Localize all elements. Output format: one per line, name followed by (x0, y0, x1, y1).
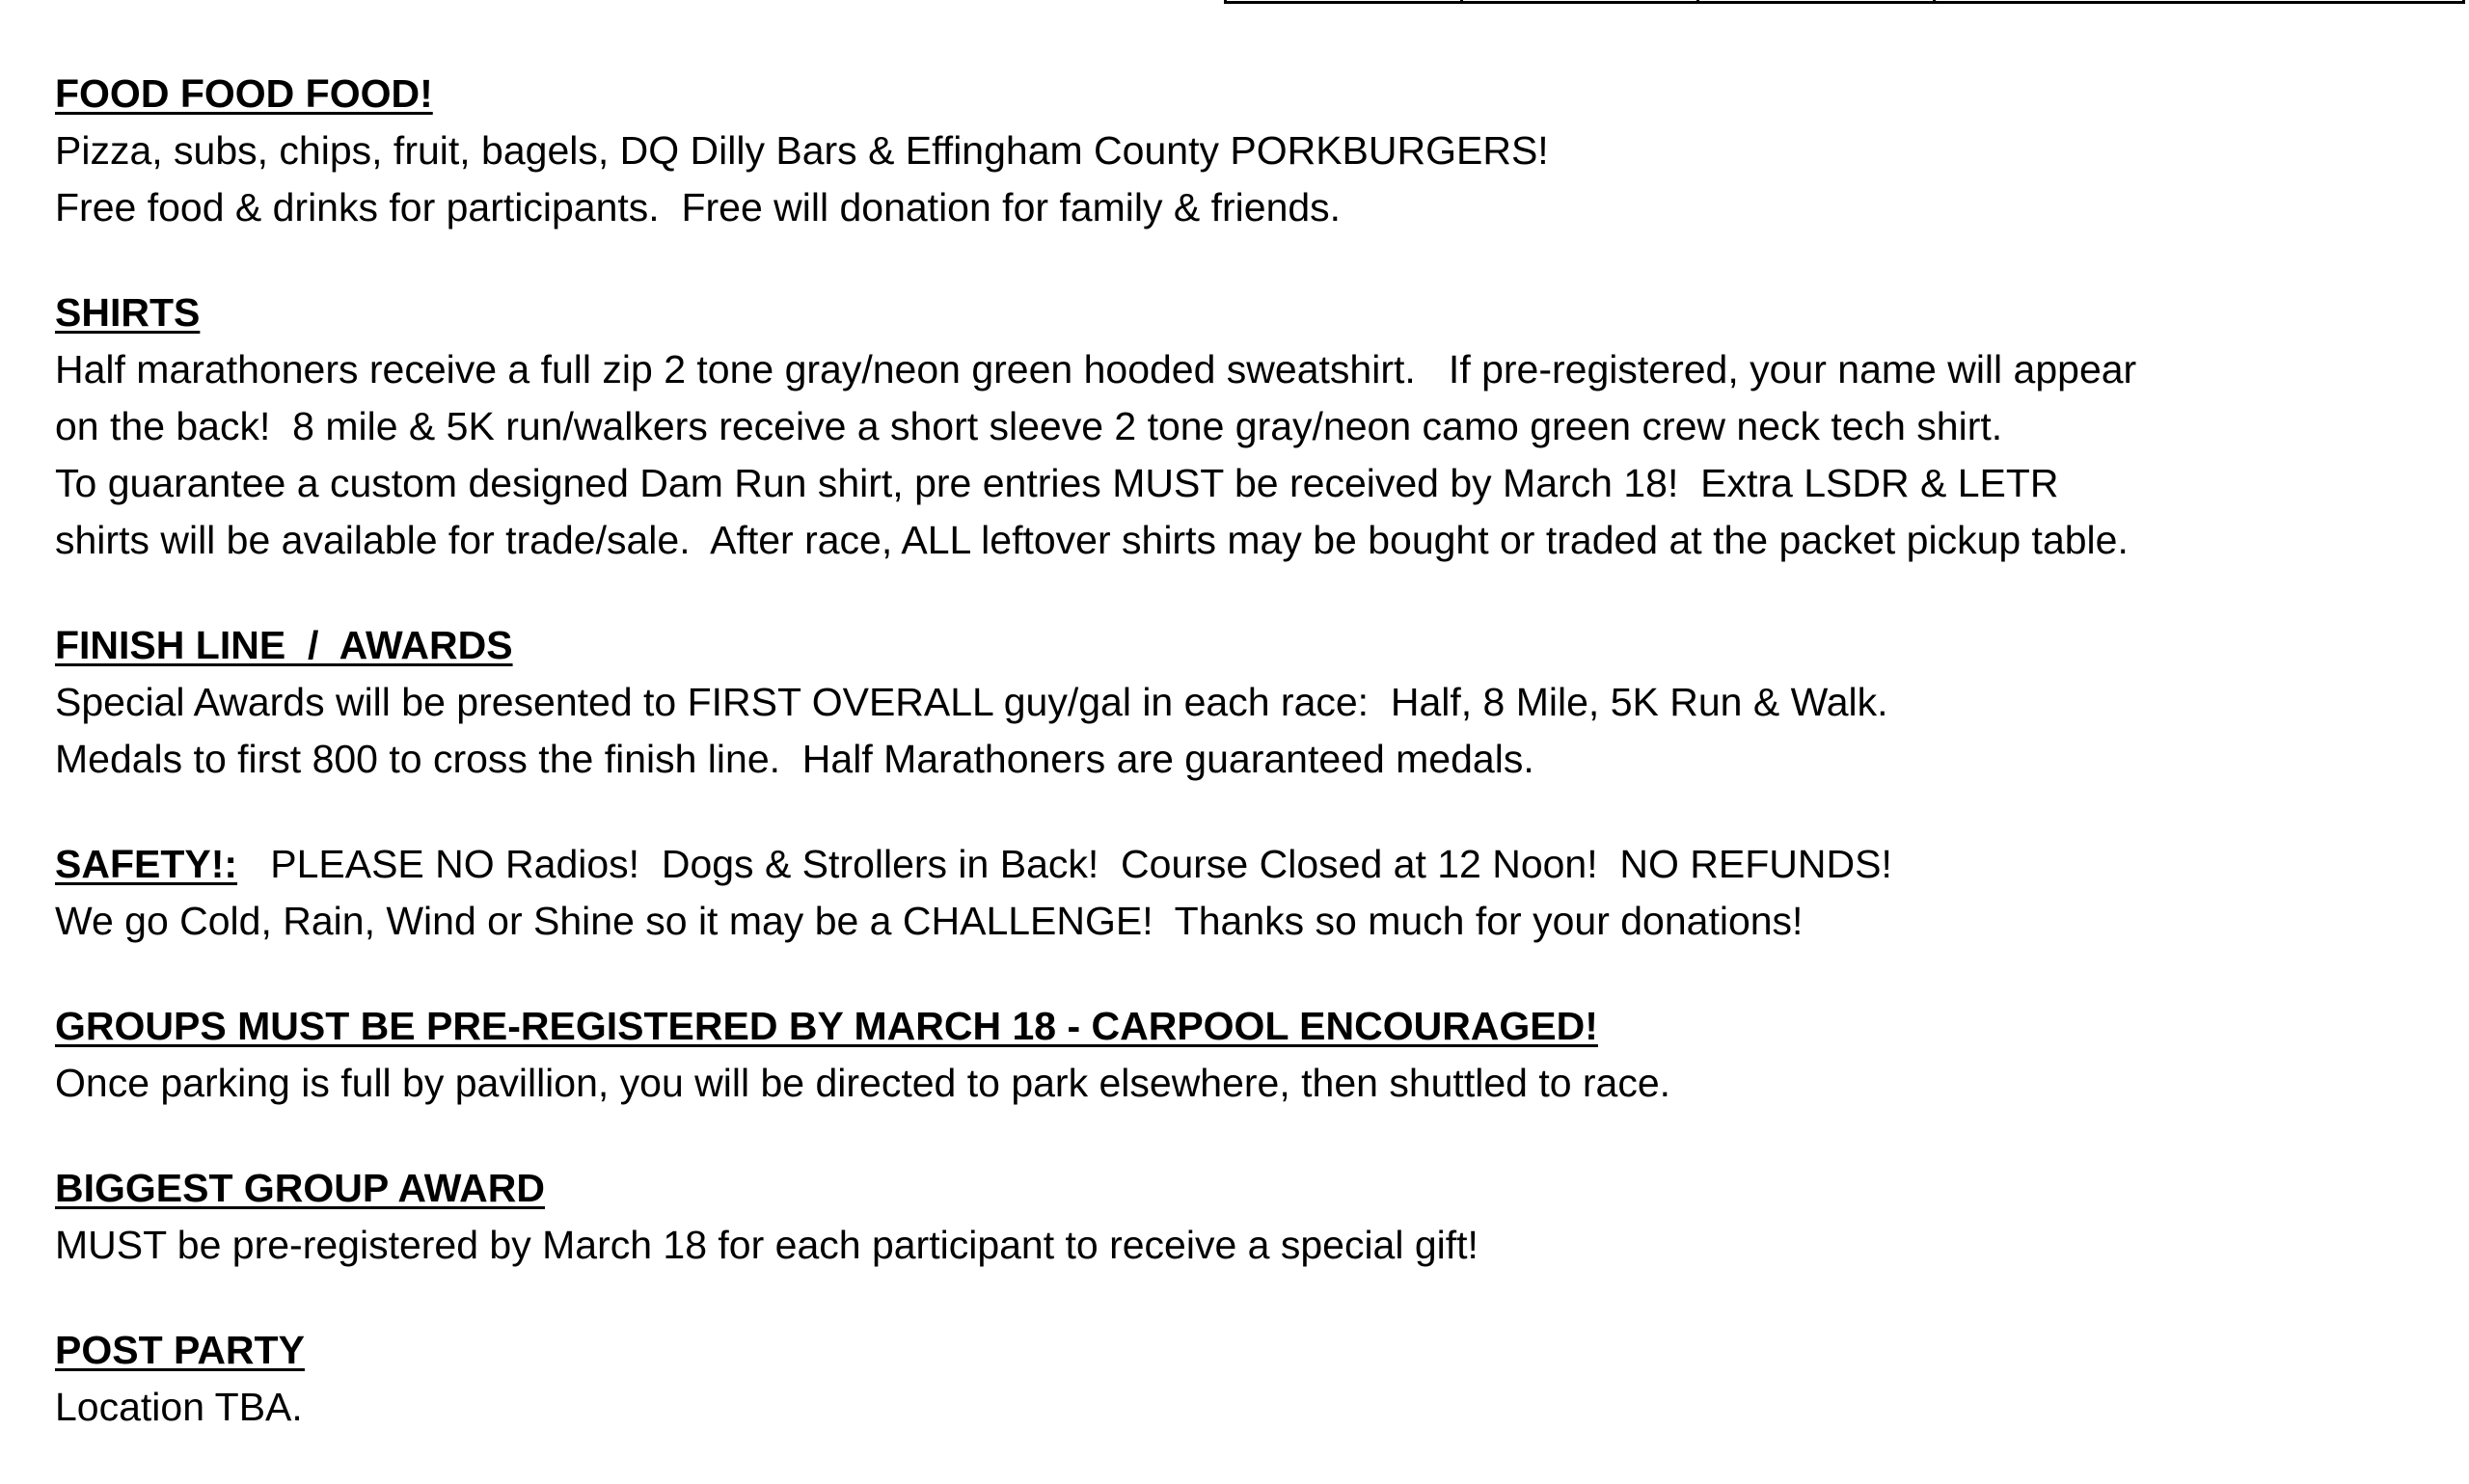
text-line: Medals to first 800 to cross the finish line. Half Marathoners are guaranteed medals. (55, 737, 1534, 781)
top-table-fragment (1224, 0, 2465, 4)
section-heading: SHIRTS (55, 290, 201, 335)
text-line: To guarantee a custom designed Dam Run shirt, pre entries MUST be received by March 18! Extra LSDR & LETR (55, 461, 2059, 505)
section-heading: SAFETY!: (55, 842, 238, 886)
text-line: Pizza, subs, chips, fruit, bagels, DQ Dilly Bars & Effingham County PORKBURGERS! (55, 128, 1549, 173)
table-cell (1463, 0, 1699, 1)
text-line: Once parking is full by pavillion, you will be directed to park elsewhere, then shuttled to race. (55, 1061, 1671, 1105)
text-line: MUST be pre-registered by March 18 for each participant to receive a special gift! (55, 1223, 1479, 1267)
text-line: shirts will be available for trade/sale. After race, ALL leftover shirts may be bought or traded at the packet pickup table. (55, 518, 2129, 562)
table-cell (1227, 0, 1463, 1)
section-biggest-group-award (55, 1160, 2428, 1274)
section-heading: POST PARTY (55, 1328, 305, 1372)
safety-line (55, 836, 2428, 893)
section-heading: FINISH LINE / AWARDS (55, 623, 513, 667)
section-post-party (55, 1322, 2428, 1436)
text-line: Free food & drinks for participants. Free will donation for family & friends. (55, 185, 1342, 229)
table-cell (1936, 0, 2462, 1)
text-line: We go Cold, Rain, Wind or Shine so it may be a CHALLENGE! Thanks so much for your donations! (55, 899, 1804, 943)
section-shirts (55, 284, 2428, 569)
table-cell (1699, 0, 1936, 1)
text-line: Half marathoners receive a full zip 2 tone gray/neon green hooded sweatshirt. If pre-registered, your name will appear (55, 347, 2137, 391)
text-line: on the back! 8 mile & 5K run/walkers receive a short sleeve 2 tone gray/neon camo green crew neck tech shirt. (55, 404, 2003, 448)
text-line: Location TBA. (55, 1385, 303, 1429)
section-groups (55, 998, 2428, 1112)
section-heading: GROUPS MUST BE PRE-REGISTERED BY MARCH 18 - CARPOOL ENCOURAGED! (55, 1004, 1598, 1048)
text-inline: PLEASE NO Radios! Dogs & Strollers in Back! Course Closed at 12 Noon! NO REFUNDS! (237, 842, 1892, 886)
section-heading: FOOD FOOD FOOD! (55, 71, 433, 116)
section-food (55, 66, 2428, 236)
section-finish-line-awards (55, 617, 2428, 788)
document-body (55, 66, 2428, 1484)
section-safety (55, 836, 2428, 950)
text-line: Special Awards will be presented to FIRST OVERALL guy/gal in each race: Half, 8 Mile, 5K Run & Walk. (55, 680, 1888, 724)
section-heading: BIGGEST GROUP AWARD (55, 1166, 545, 1210)
